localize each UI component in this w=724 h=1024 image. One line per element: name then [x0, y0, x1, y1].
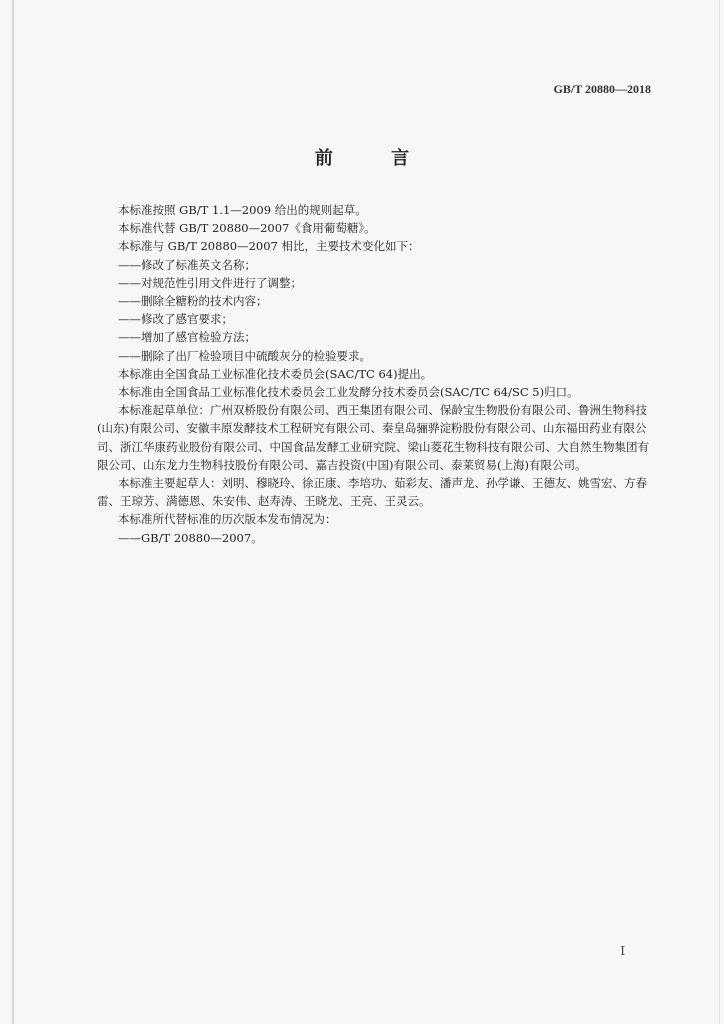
drafters-paragraph: 本标准主要起草人：刘明、穆晓玲、徐正康、李培功、茹彩友、潘声龙、孙学谦、王德友、姚雪宏、方春雷、王琼芳、满德恩、朱安伟、赵寿涛、王晓龙、王亮、王灵云。 — [97, 476, 647, 509]
paragraph: 本标准由全国食品工业标准化技术委员会工业发酵分技术委员会(SAC/TC 64/SC 5)归口。 — [118, 385, 579, 400]
change-list-item: ——删除了出厂检验项目中硫酸灰分的检验要求。 — [118, 348, 371, 363]
page-title: 前 言 — [314, 148, 436, 169]
page-number: I — [620, 944, 625, 958]
paragraph: 本标准按照 GB/T 1.1—2009 给出的规则起草。 — [118, 203, 367, 217]
paragraph: 本标准所代替标准的历次版本发布情况为： — [118, 512, 337, 527]
drafting-units-paragraph: 本标准起草单位：广州双桥股份有限公司、西王集团有限公司、保龄宝生物股份有限公司、鲁洲生物科技(山东)有限公司、安徽丰原发酵技术工程研究有限公司、秦皇岛骊骅淀粉股份有限公司、山东福田药业有限公司、浙江华康药业股份有限公司、中国食品发酵工业研究院、梁山菱花生物科技有限公司、大自然生物集团有限公司、山东龙力生物科技股份有限公司、嘉吉投资(中国)有限公司、泰莱贸易(上海)有限公司。 — [97, 403, 649, 472]
foreword-body — [97, 201, 657, 547]
paragraph: 本标准代替 GB/T 20880—2007《食用葡萄糖》。 — [118, 221, 376, 236]
change-list-item: ——修改了感官要求； — [118, 312, 233, 327]
change-list-item: ——删除全糖粉的技术内容； — [118, 294, 268, 309]
change-list-item: ——增加了感官检验方法； — [118, 330, 256, 345]
standard-code: GB/T 20880—2018 — [553, 82, 651, 96]
change-list-item: ——对规范性引用文件进行了调整； — [118, 275, 302, 290]
previous-version-item: ——GB/T 20880—2007。 — [118, 530, 263, 545]
change-list-item: ——修改了标准英文名称； — [118, 257, 256, 272]
paragraph: 本标准由全国食品工业标准化技术委员会(SAC/TC 64)提出。 — [118, 366, 433, 381]
paragraph: 本标准与 GB/T 20880—2007 相比，主要技术变化如下： — [118, 239, 420, 254]
